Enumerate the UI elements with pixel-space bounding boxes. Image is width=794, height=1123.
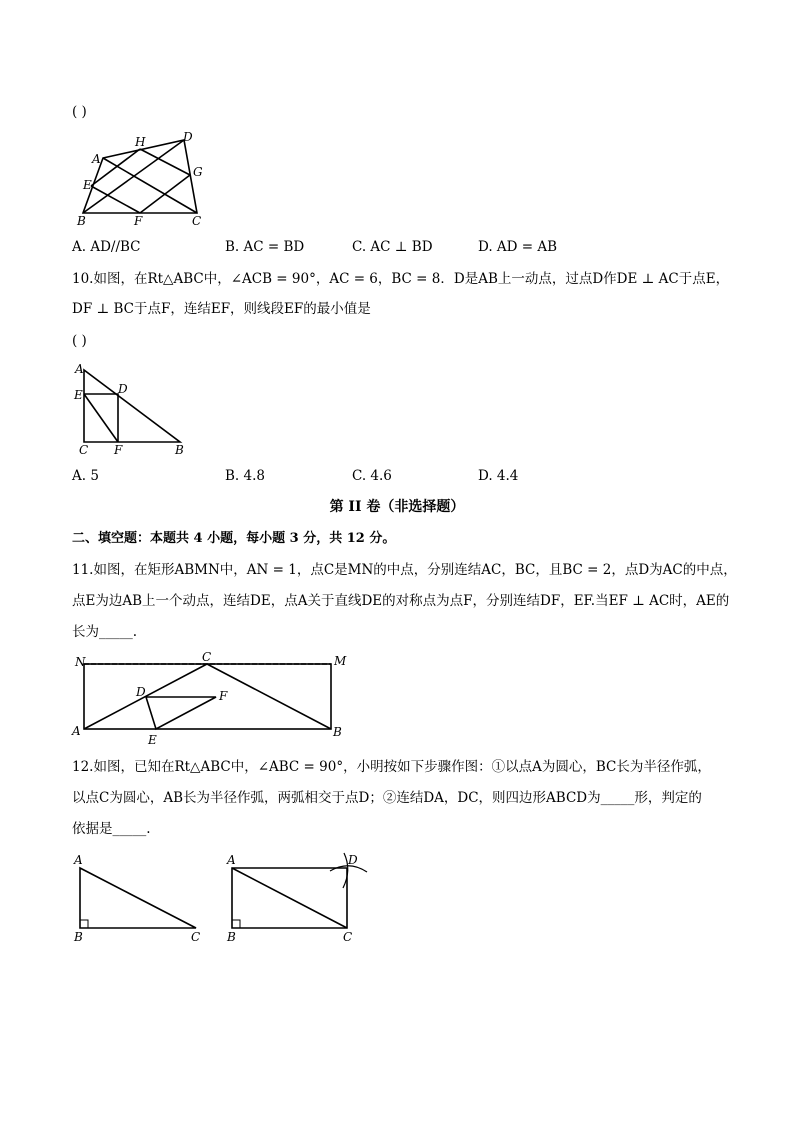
section-title: 第 II 卷（非选择题） [329,499,465,515]
q10-answer-paren: ( ) [72,333,87,349]
q12-fig2-label-D: D [348,853,358,867]
q11-label-D: D [136,685,146,699]
q11-label-F: F [219,689,228,703]
q12-fig1-label-C: C [191,930,201,944]
q9-label-F: F [134,214,143,228]
q9-option-c: C. AC ⊥ BD [352,239,433,255]
q9-answer-paren: ( ) [72,104,87,120]
q9-figure [70,128,220,233]
q12-text-line3: 依据是_____. [72,821,151,837]
q12-text-line2: 以点C为圆心，AB长为半径作弧，两弧相交于点D；②连结DA，DC，则四边形ABCD为_____形，判定的 [72,790,702,806]
q12-fig2-label-C: C [343,930,353,944]
section-heading: 二、填空题：本题共 4 小题，每小题 3 分，共 12 分。 [72,531,396,546]
q11-label-E: E [148,733,157,747]
q9-label-D: D [183,130,193,144]
q9-label-H: H [135,135,146,149]
q10-text-line1: 10.如图，在Rt△ABC中，∠ACB = 90°，AC = 6，BC = 8．D是AB上一动点，过点D作DE ⊥ AC于点E， [72,271,730,287]
q10-text-line2: DF ⊥ BC于点F，连结EF，则线段EF的最小值是 [72,301,371,317]
q9-label-A: A [92,152,101,166]
q9-label-G: G [193,165,203,179]
q9-label-B: B [77,214,86,228]
q12-fig2-label-B: B [227,930,236,944]
q10-option-c: C. 4.6 [352,468,392,484]
q12-fig2-label-A: A [227,853,236,867]
q9-label-C: C [192,214,202,228]
q11-text-line2: 点E为边AB上一个动点，连结DE，点A关于直线DE的对称点为点F，分别连结DF，EF.当EF ⊥ AC时，AE的 [72,593,730,609]
q10-label-D: D [118,382,128,396]
q11-figure [70,648,350,748]
q9-option-a: A. AD//BC [72,239,141,255]
q9-label-E: E [83,178,92,192]
q9-option-b: B. AC = BD [225,239,305,255]
q11-label-C: C [202,650,212,664]
q12-text-line1: 12.如图，已知在Rt△ABC中，∠ABC = 90°，小明按如下步骤作图：①以点A为圆心，BC长为半径作弧， [72,759,711,775]
q10-figure [70,360,195,460]
q10-option-d: D. 4.4 [478,468,519,484]
q10-option-a: A. 5 [72,468,99,484]
q12-fig1-label-B: B [74,930,83,944]
q11-label-A: A [72,724,81,738]
q11-label-B: B [333,725,342,739]
q10-label-E: E [74,388,83,402]
q9-option-d: D. AD = AB [478,239,558,255]
q12-fig1-label-A: A [74,853,83,867]
q10-label-B: B [175,443,184,457]
q12-figure-1 [70,850,210,950]
q10-label-F: F [114,443,123,457]
q11-text-line3: 长为_____. [72,624,138,640]
q11-label-N: N [75,655,86,669]
q12-figure-2 [222,850,377,950]
q11-text-line1: 11.如图，在矩形ABMN中，AN = 1，点C是MN的中点，分别连结AC，BC，且BC = 2，点D为AC的中点， [72,562,737,578]
q11-label-M: M [334,654,347,668]
q10-option-b: B. 4.8 [225,468,265,484]
q10-label-C: C [79,443,89,457]
q10-label-A: A [75,362,84,376]
